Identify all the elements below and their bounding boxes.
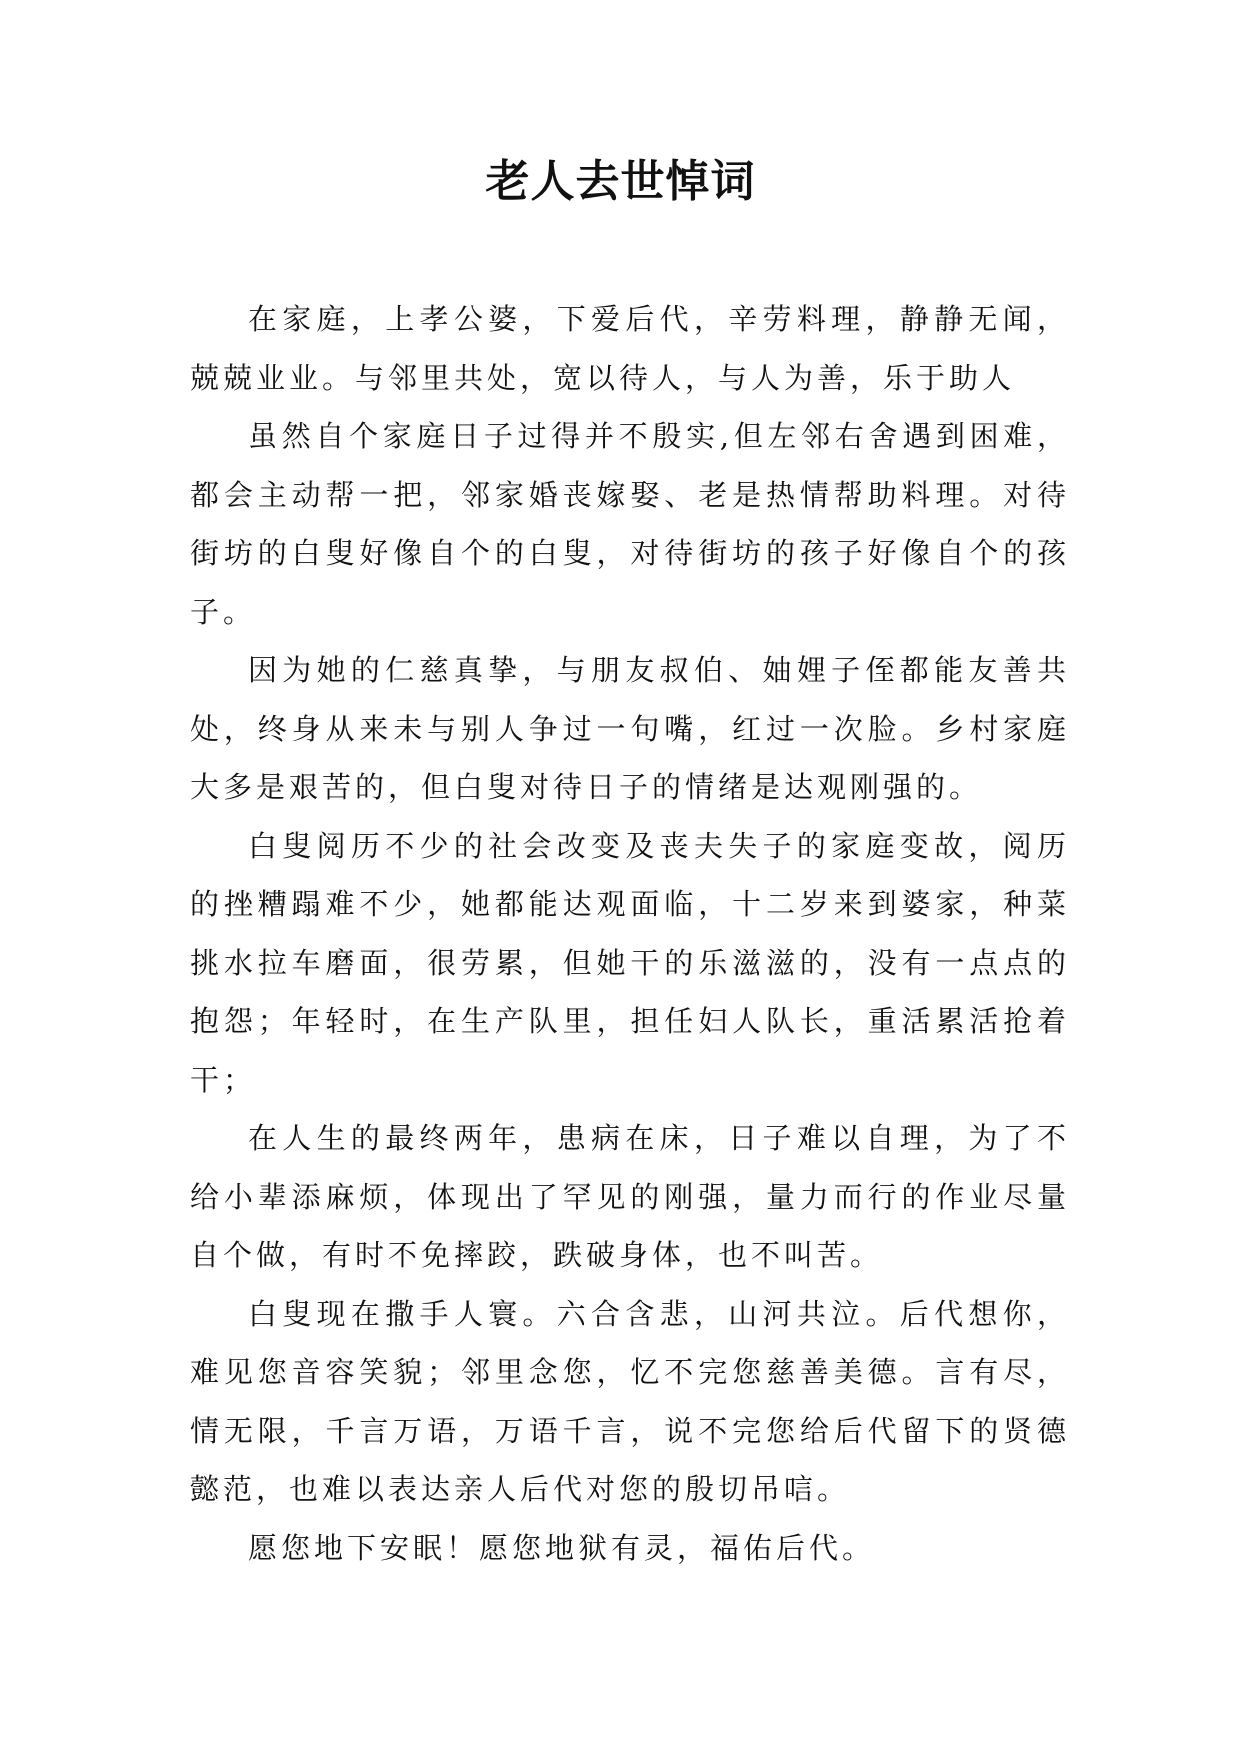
paragraph-6: 白叟现在撒手人寰。六合含悲，山河共泣。后代想你，难见您音容笑貌；邻里念您，忆不完您慈善美德。言有尽，情无限，千言万语，万语千言，说不完您给后代留下的贤德懿范，也难以表达亲人后代对您的殷切吊唁。 bbox=[190, 1296, 1070, 1506]
paragraph-4: 白叟阅历不少的社会改变及丧夫失子的家庭变故，阅历的挫糟蹋难不少，她都能达观面临，十二岁来到婆家，种菜挑水拉车磨面，很劳累，但她干的乐滋滋的，没有一点点的抱怨；年轻时，在生产队里，担任妇人队长，重活累活抢着干； bbox=[190, 828, 1070, 1097]
paragraph-7: 愿您地下安眠！愿您地狱有灵，福佑后代。 bbox=[248, 1530, 876, 1565]
paragraph-2: 虽然自个家庭日子过得并不殷实,但左邻右舍遇到困难，都会主动帮一把，邻家婚丧嫁娶、老是热情帮助料理。对待街坊的白叟好像自个的白叟，对待街坊的孩子好像自个的孩子。 bbox=[190, 419, 1070, 629]
paragraph-5: 在人生的最终两年，患病在床，日子难以自理，为了不给小辈添麻烦，体现出了罕见的刚强，量力而行的作业尽量自个做，有时不免摔跤，跌破身体，也不叫苦。 bbox=[190, 1121, 1070, 1272]
document-title: 老人去世悼词 bbox=[485, 156, 756, 207]
paragraph-3: 因为她的仁慈真挚，与朋友叔伯、妯娌子侄都能友善共处，终身从来未与别人争过一句嘴，红过一次脸。乡村家庭大多是艰苦的，但白叟对待日子的情绪是达观刚强的。 bbox=[190, 653, 1070, 804]
paragraph-1: 在家庭，上孝公婆，下爱后代，辛劳料理，静静无闻，兢兢业业。与邻里共处，宽以待人，与人为善，乐于助人 bbox=[190, 302, 1070, 395]
document-body bbox=[190, 290, 1070, 1577]
